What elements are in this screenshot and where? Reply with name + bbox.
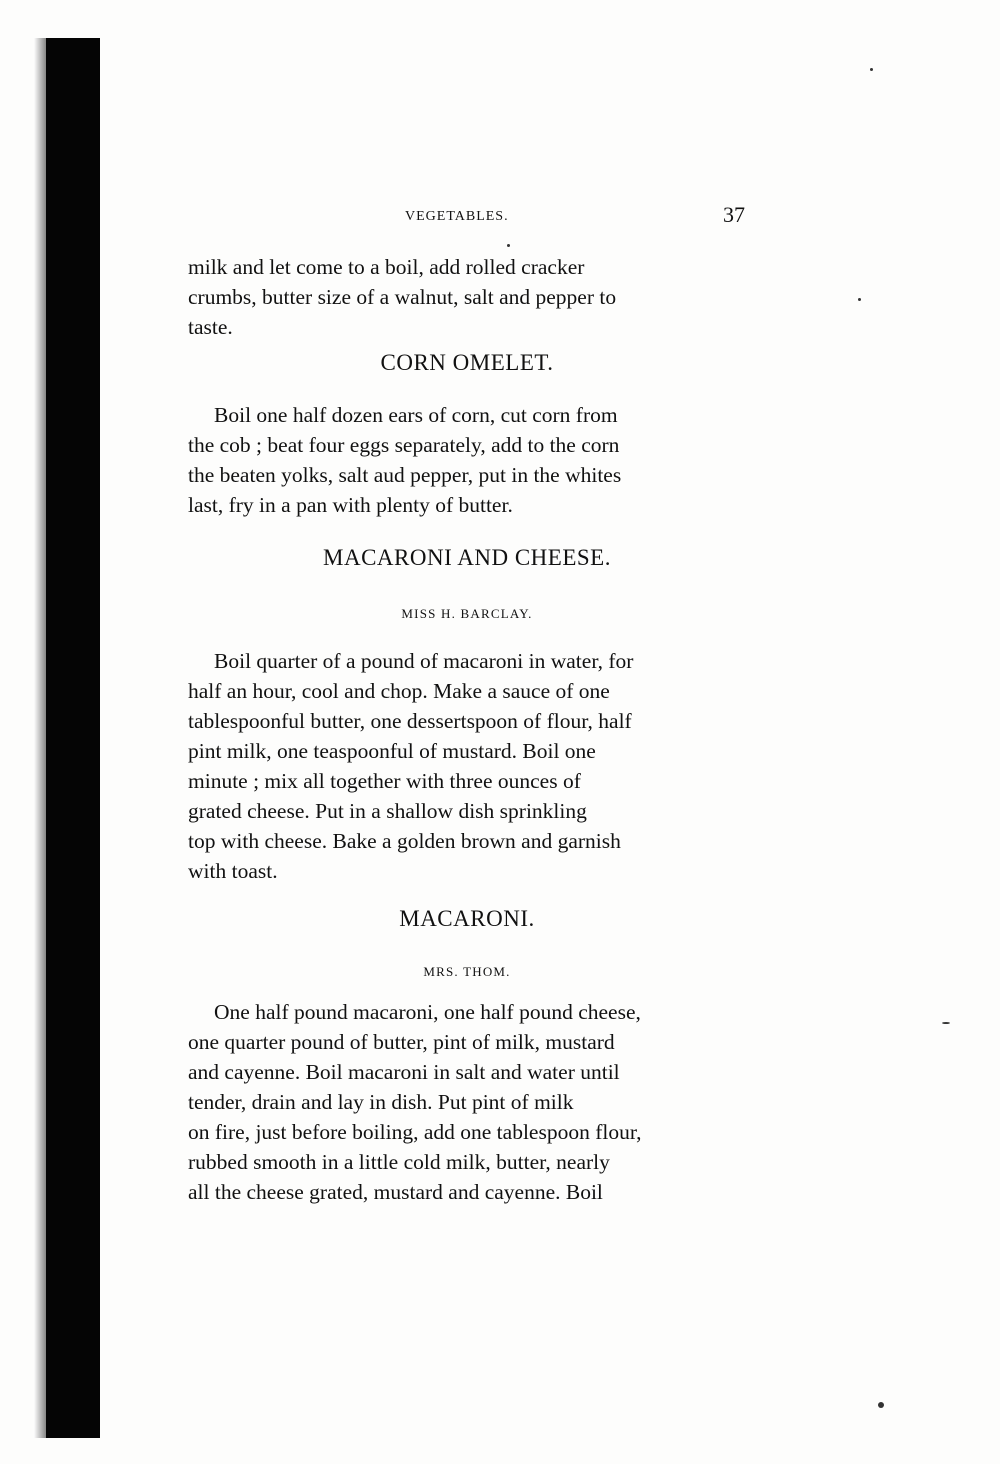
recipe-body-corn-omelet: Boil one half dozen ears of corn, cut corn from the cob ; beat four eggs separately, add to the corn the beaten yolks, salt aud pepper, put in the whites last, fry in a pan with plenty of butter. [188, 403, 622, 517]
recipe-body-macaroni: One half pound macaroni, one half pound cheese, one quarter pound of butter, pint of milk, mustard and cayenne. Boil macaroni in salt and water until tender, drain and lay in dish. Put pint of milk on fire, just before boiling, add one tablespoon flour, rubbed smooth in a little cold milk, butter, nearly all the cheese grated, mustard and cayenne. Boil [188, 1000, 642, 1204]
continuation-paragraph: milk and let come to a boil, add rolled cracker crumbs, butter size of a walnut, salt and pepper to taste. [188, 255, 617, 339]
paper-speck [942, 1022, 950, 1024]
book-spine [46, 38, 100, 1438]
paper-speck [858, 298, 861, 301]
recipe-body-macaroni-and-cheese: Boil quarter of a pound of macaroni in water, for half an hour, cool and chop. Make a sauce of one tablespoonful butter, one dessertspoon of flour, half pint milk, one teaspoonful of mustard. Boil one minute ; mix all together with three ounces of grated cheese. Put in a shallow dish sprinkling top with cheese. Bake a golden brown and garnish with toast. [188, 649, 634, 883]
recipe-attribution-barclay: MISS H. BARCLAY. [401, 606, 533, 621]
paper-speck [870, 68, 873, 71]
recipe-title-corn-omelet: CORN OMELET. [380, 350, 554, 375]
running-header [190, 202, 745, 232]
recipe-title-macaroni-and-cheese: MACARONI AND CHEESE. [323, 545, 611, 570]
recipe-attribution-thom: MRS. THOM. [423, 964, 511, 979]
page-number: 37 [723, 202, 745, 227]
paper-speck [507, 244, 510, 247]
recipe-title-macaroni: MACARONI. [399, 906, 535, 931]
paper-speck [878, 1402, 884, 1408]
running-title: VEGETABLES. [405, 209, 509, 224]
